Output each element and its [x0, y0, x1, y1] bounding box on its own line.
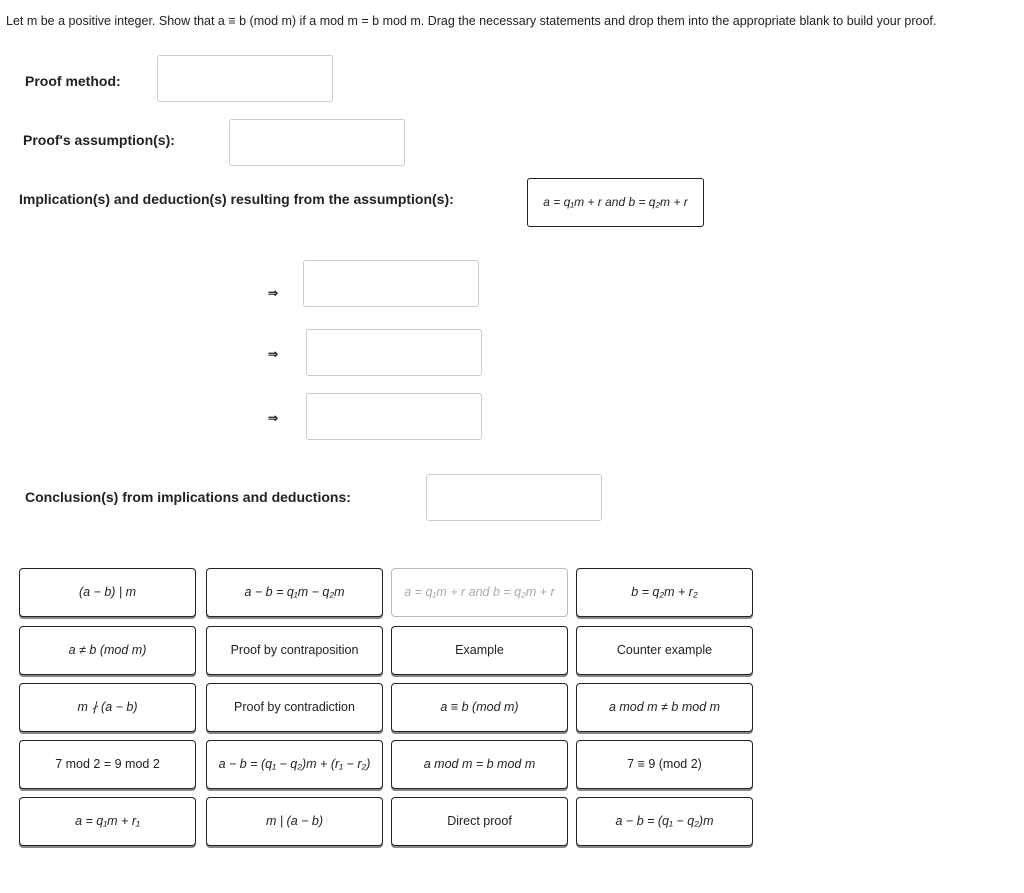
statement-tile[interactable]: a − b = (q₁ − q₂)m + (r₁ − r₂) — [206, 740, 383, 789]
statement-tile[interactable]: Counter example — [576, 626, 753, 675]
implication-drop-zone-2[interactable] — [303, 260, 479, 307]
statement-tile[interactable]: b = q₂m + r₂ — [576, 568, 753, 617]
proof-method-label: Proof method: — [25, 73, 121, 89]
statement-tile[interactable]: Proof by contraposition — [206, 626, 383, 675]
statement-tile[interactable]: a ≠ b (mod m) — [19, 626, 196, 675]
statement-tile[interactable]: Proof by contradiction — [206, 683, 383, 732]
implies-arrow: ⇒ — [268, 286, 279, 300]
implies-arrow: ⇒ — [268, 411, 279, 425]
statement-tile[interactable]: a mod m = b mod m — [391, 740, 568, 789]
statement-tile[interactable]: Example — [391, 626, 568, 675]
statement-tile[interactable]: (a − b) | m — [19, 568, 196, 617]
proof-method-drop-zone[interactable] — [157, 55, 333, 102]
implication-drop-zone-3[interactable] — [306, 329, 482, 376]
assumptions-drop-zone[interactable] — [229, 119, 405, 166]
statement-tile[interactable]: m | (a − b) — [206, 797, 383, 846]
statement-tile[interactable]: a = q₁m + r and b = q₂m + r — [391, 568, 568, 617]
conclusion-label: Conclusion(s) from implications and deductions: — [25, 489, 351, 505]
implications-label: Implication(s) and deduction(s) resulting from the assumption(s): — [19, 191, 454, 207]
statement-tile[interactable]: a ≡ b (mod m) — [391, 683, 568, 732]
statement-tile[interactable]: a = q₁m + r₁ — [19, 797, 196, 846]
statement-tile[interactable]: m ∤ (a − b) — [19, 683, 196, 732]
statement-tile[interactable]: a mod m ≠ b mod m — [576, 683, 753, 732]
statement-tile[interactable]: Direct proof — [391, 797, 568, 846]
implication-drop-zone-4[interactable] — [306, 393, 482, 440]
implies-arrow: ⇒ — [268, 347, 279, 361]
statement-tile[interactable]: a − b = q₁m − q₂m — [206, 568, 383, 617]
implication-drop-zone-filled[interactable]: a = q₁m + r and b = q₂m + r — [527, 178, 704, 227]
statement-tile[interactable]: a − b = (q₁ − q₂)m — [576, 797, 753, 846]
statement-tile[interactable]: 7 mod 2 = 9 mod 2 — [19, 740, 196, 789]
problem-statement: Let m be a positive integer. Show that a ≡ b (mod m) if a mod m = b mod m. Drag the necessary statements and drop them into the appropriate blank to build your proof. — [6, 14, 937, 28]
statement-tile[interactable]: 7 ≡ 9 (mod 2) — [576, 740, 753, 789]
conclusion-drop-zone[interactable] — [426, 474, 602, 521]
assumptions-label: Proof's assumption(s): — [23, 132, 175, 148]
